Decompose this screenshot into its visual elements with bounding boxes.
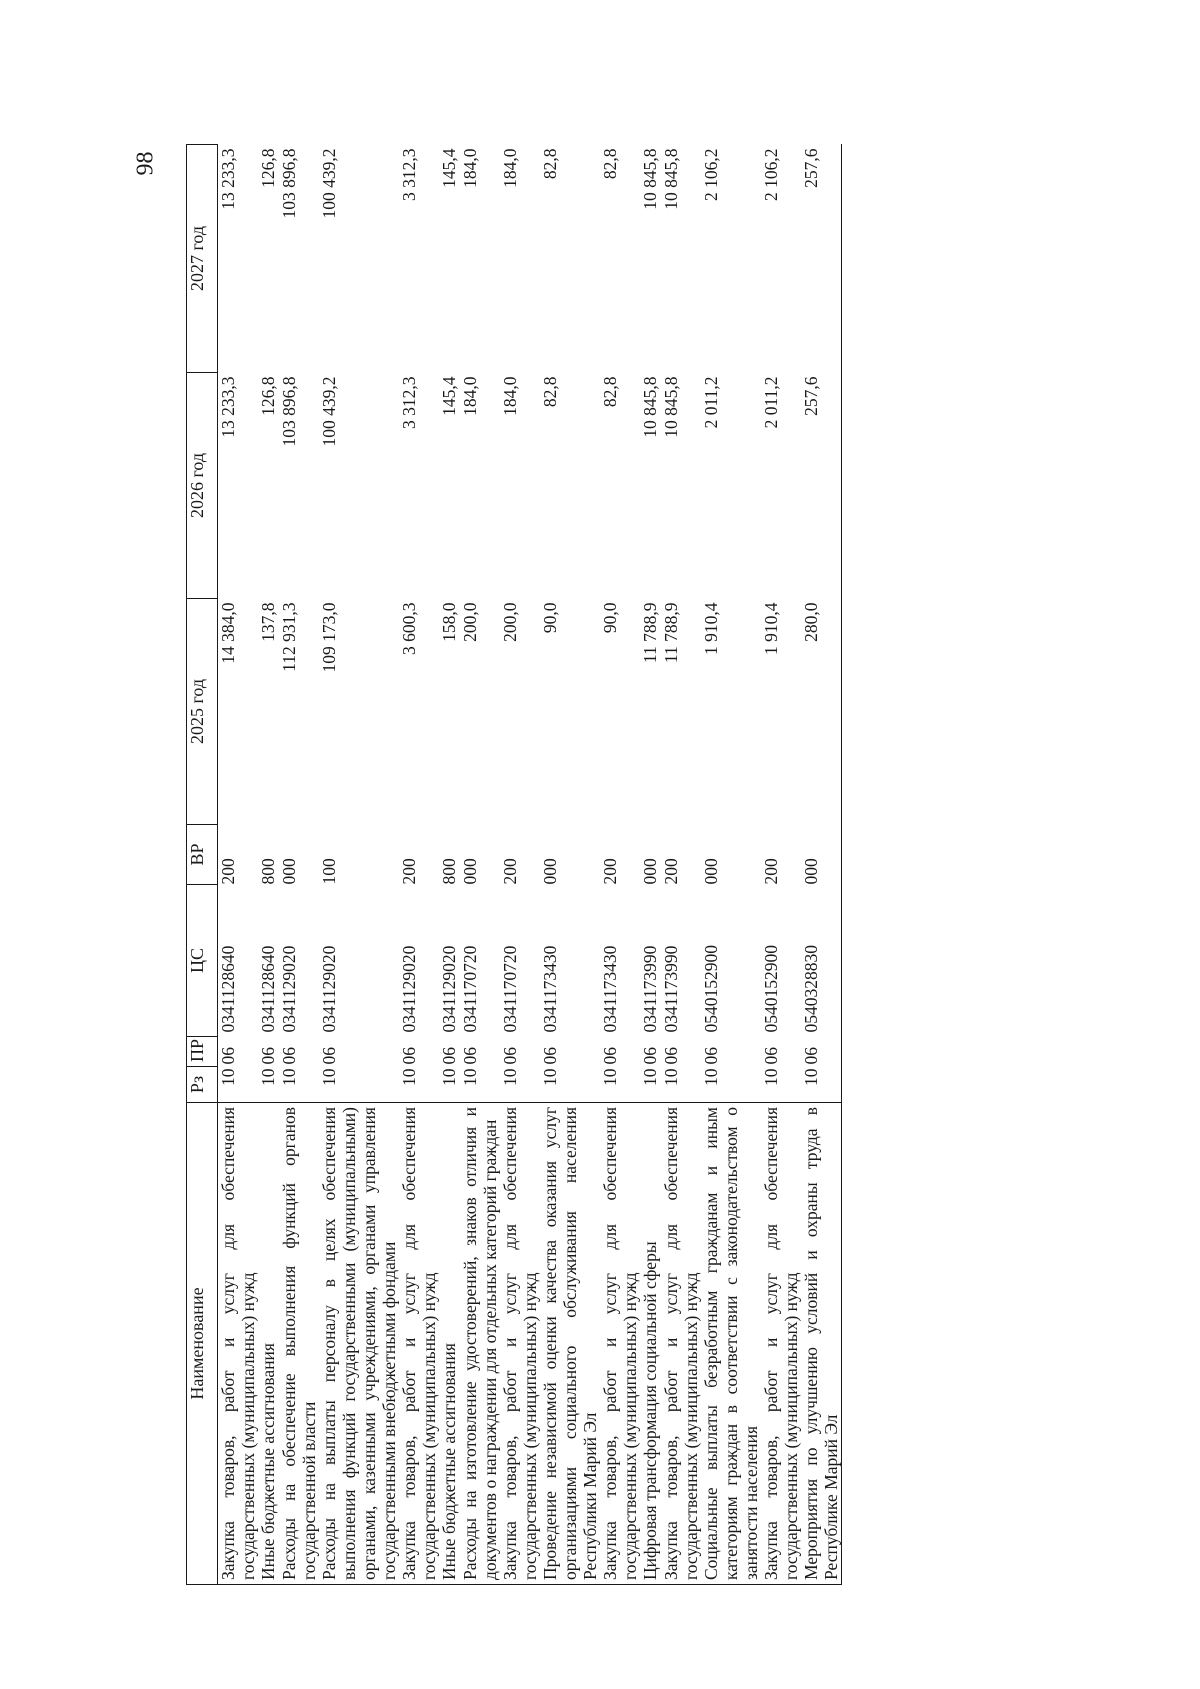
cell-pr: 06: [761, 1047, 781, 1065]
col-header-vr: ВР: [187, 825, 218, 885]
cell-y2027: 145,4: [439, 148, 459, 188]
cell-y2025: 280,0: [801, 599, 842, 825]
cell-y2025: 158,0: [439, 602, 459, 642]
cell-name: Расходы на изготовление удостоверений, знаков отличия и документов о награждении для отдельных категорий граждан: [460, 1103, 500, 1585]
cell-pr: 06: [500, 1047, 520, 1065]
cell-y2027: 3 312,3: [399, 148, 419, 201]
cell-cs: 0540152900: [761, 945, 781, 1033]
col-header-name: Наименование: [187, 1103, 218, 1585]
cell-name: Расходы на выплаты персоналу в целях обеспечения выполнения функций государственными (муниципальными) органами, казенными учреждениями, органами управления государственными внебюджетными фондами: [319, 1103, 399, 1585]
cell-rz: 10: [500, 1068, 520, 1086]
cell-y2025: 137,8: [258, 602, 278, 642]
cell-vr: 200: [661, 858, 681, 885]
cell-name: Социальные выплаты безработным гражданам и иным категориям граждан в соответствии с законодательством о занятости населения: [701, 1103, 761, 1585]
cell-name: Проведение независимой оценки качества оказания услуг организациями социального обслуживания населения Республики Марий Эл: [540, 1103, 600, 1585]
cell-y2027: 82,8: [540, 148, 560, 180]
cell-name: Иные бюджетные ассигнования: [439, 1103, 460, 1585]
cell-pr: 06: [701, 1047, 721, 1065]
cell-vr: 800: [258, 858, 278, 885]
cell-pr: 06: [600, 1047, 620, 1065]
table-row: [500, 145, 540, 1585]
cell-y2025: 200,0: [460, 602, 480, 642]
cell-name: Цифровая трансформация социальной сферы: [640, 1103, 661, 1585]
cell-cs: 0341128640: [258, 945, 278, 1033]
cell-y2027: 2 106,2: [761, 148, 781, 201]
cell-vr: 000: [540, 858, 560, 885]
cell-pr: 06: [439, 1047, 459, 1065]
cell-name: Закупка товаров, работ и услуг для обеспечения государственных (муниципальных) нужд: [761, 1103, 801, 1585]
cell-pr: 06: [460, 1047, 480, 1065]
cell-y2026: 10 845,8: [661, 376, 681, 438]
cell-y2026: 257,6: [801, 373, 842, 599]
cell-cs: 0341173430: [600, 945, 620, 1033]
cell-cs: 0341129020: [439, 945, 459, 1033]
cell-y2027: 184,0: [500, 148, 520, 188]
rotated-content: [186, 145, 1066, 1585]
cell-cs: 0341129020: [399, 945, 419, 1033]
cell-name: Расходы на обеспечение выполнения функций органов государственной власти: [279, 1103, 319, 1585]
col-header-2025: 2025 год: [187, 599, 218, 825]
cell-y2027: 126,8: [258, 148, 278, 188]
cell-name: Закупка товаров, работ и услуг для обеспечения государственных (муниципальных) нужд: [600, 1103, 640, 1585]
cell-vr: 000: [279, 858, 299, 885]
cell-rz: 10: [460, 1068, 480, 1086]
col-header-2026: 2026 год: [187, 373, 218, 599]
cell-name: Иные бюджетные ассигнования: [258, 1103, 279, 1585]
cell-pr: 06: [319, 1047, 339, 1065]
cell-y2025: 11 788,9: [661, 602, 681, 664]
cell-name: Закупка товаров, работ и услуг для обеспечения государственных (муниципальных) нужд: [661, 1103, 701, 1585]
cell-vr: 100: [319, 858, 339, 885]
cell-y2027: 184,0: [460, 148, 480, 188]
cell-pr: 06: [399, 1047, 419, 1065]
cell-rz: 10: [701, 1068, 721, 1086]
cell-pr: 06: [279, 1047, 299, 1065]
table-row: [218, 145, 259, 1585]
cell-rz: 10: [761, 1068, 781, 1086]
col-header-pr: ПР: [187, 1037, 218, 1067]
cell-name: Закупка товаров, работ и услуг для обеспечения государственных (муниципальных) нужд: [399, 1103, 439, 1585]
cell-y2026: 126,8: [258, 376, 278, 416]
cell-y2025: 109 173,0: [319, 602, 339, 673]
cell-y2026: 184,0: [460, 376, 480, 416]
cell-pr: 06: [540, 1047, 560, 1065]
cell-y2026: 13 233,3: [218, 376, 238, 438]
cell-rz: 10: [319, 1068, 339, 1086]
cell-rz: 10: [540, 1068, 560, 1086]
cell-y2026: 103 896,8: [279, 376, 299, 447]
page-number: 98: [132, 151, 159, 176]
col-header-cs: ЦС: [187, 885, 218, 1037]
cell-y2025: 200,0: [500, 602, 520, 642]
table-row: [661, 145, 701, 1585]
cell-rz: 10: [399, 1068, 419, 1086]
table-row: [319, 145, 399, 1585]
cell-rz: 10: [439, 1068, 459, 1086]
cell-cs: 0341173990: [640, 945, 660, 1033]
table-row: [701, 145, 761, 1585]
cell-y2026: 145,4: [439, 376, 459, 416]
cell-cs: 0341173430: [540, 945, 560, 1033]
cell-name: Закупка товаров, работ и услуг для обеспечения государственных (муниципальных) нужд: [500, 1103, 540, 1585]
cell-y2026: 3 312,3: [399, 376, 419, 429]
table-row: [761, 145, 801, 1585]
cell-y2026: 82,8: [540, 376, 560, 408]
table-row: [439, 145, 460, 1585]
cell-rz: 10: [640, 1068, 660, 1086]
cell-vr: 000: [640, 858, 660, 885]
cell-y2027: 10 845,8: [640, 148, 660, 210]
cell-y2027: 103 896,8: [279, 148, 299, 219]
table-row: [460, 145, 500, 1585]
cell-cs: 0341173990: [661, 945, 681, 1033]
cell-name: Мероприятия по улучшению условий и охраны труда в Республике Марий Эл: [801, 1103, 842, 1585]
table-row: [640, 145, 661, 1585]
cell-cs: 0341170720: [460, 945, 480, 1033]
cell-y2027: 100 439,2: [319, 148, 339, 219]
cell-name: Закупка товаров, работ и услуг для обеспечения государственных (муниципальных) нужд: [218, 1103, 259, 1585]
cell-rz: 10: [600, 1068, 620, 1086]
cell-y2025: 112 931,3: [279, 602, 299, 672]
cell-vr: 200: [399, 858, 419, 885]
cell-y2025: 3 600,3: [399, 602, 419, 655]
cell-vr: 000: [460, 858, 480, 885]
cell-vr: 200: [500, 858, 520, 885]
cell-pr: 06: [661, 1047, 681, 1065]
cell-cs: 0540152900: [701, 945, 721, 1033]
cell-pr: 06: [801, 1037, 842, 1067]
table-row: [801, 145, 842, 1585]
table-header-row: [187, 145, 218, 1585]
cell-cs: 0341129020: [279, 945, 299, 1033]
table-row: [399, 145, 439, 1585]
cell-rz: 10: [279, 1068, 299, 1086]
cell-y2027: 2 106,2: [701, 148, 721, 201]
cell-y2025: 1 910,4: [701, 602, 721, 655]
cell-pr: 06: [258, 1047, 278, 1065]
cell-pr: 06: [218, 1047, 238, 1065]
cell-y2025: 90,0: [540, 602, 560, 634]
cell-cs: 0341170720: [500, 945, 520, 1033]
cell-rz: 10: [218, 1068, 238, 1086]
cell-y2026: 100 439,2: [319, 376, 339, 447]
table-row: [540, 145, 600, 1585]
cell-vr: 200: [218, 858, 238, 885]
cell-vr: 800: [439, 858, 459, 885]
cell-y2025: 14 384,0: [218, 602, 238, 664]
cell-y2026: 2 011,2: [701, 376, 721, 429]
cell-rz: 10: [258, 1068, 278, 1086]
cell-cs: 0540328830: [801, 885, 842, 1037]
cell-y2027: 257,6: [801, 145, 842, 373]
cell-y2026: 2 011,2: [761, 376, 781, 429]
cell-y2026: 184,0: [500, 376, 520, 416]
cell-vr: 000: [801, 825, 842, 885]
cell-pr: 06: [640, 1047, 660, 1065]
cell-cs: 0341128640: [218, 945, 238, 1033]
cell-rz: 10: [801, 1067, 842, 1103]
cell-y2025: 11 788,9: [640, 602, 660, 664]
cell-cs: 0341129020: [319, 945, 339, 1033]
cell-y2026: 10 845,8: [640, 376, 660, 438]
table-row: [279, 145, 319, 1585]
budget-table: [186, 144, 842, 1585]
cell-vr: 200: [600, 858, 620, 885]
cell-rz: 10: [661, 1068, 681, 1086]
cell-y2027: 13 233,3: [218, 148, 238, 210]
cell-vr: 200: [761, 858, 781, 885]
cell-vr: 000: [701, 858, 721, 885]
table-row: [258, 145, 279, 1585]
cell-y2025: 90,0: [600, 602, 620, 634]
col-header-2027: 2027 год: [187, 145, 218, 373]
cell-y2025: 1 910,4: [761, 602, 781, 655]
col-header-rz: Рз: [187, 1067, 218, 1103]
cell-y2027: 82,8: [600, 148, 620, 180]
table-row: [600, 145, 640, 1585]
cell-y2027: 10 845,8: [661, 148, 681, 210]
cell-y2026: 82,8: [600, 376, 620, 408]
